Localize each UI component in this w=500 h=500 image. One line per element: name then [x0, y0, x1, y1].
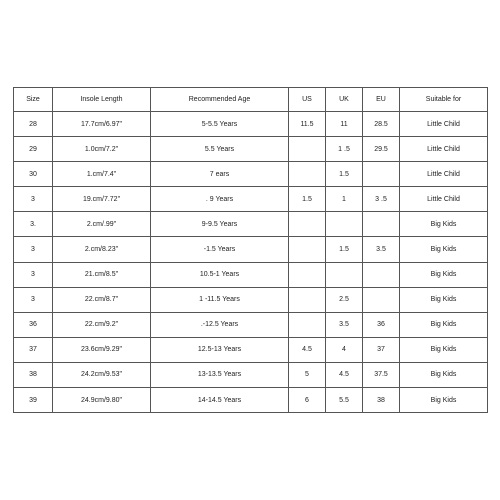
cell-us: 6 [289, 388, 326, 413]
table-row [14, 237, 488, 262]
cell-suitable-for: Little Child [400, 187, 488, 212]
cell-us: 1.5 [289, 187, 326, 212]
cell-size: 3 [14, 187, 53, 212]
cell-recommended-age: 9-9.5 Years [151, 212, 289, 237]
cell-us [289, 312, 326, 337]
cell-us [289, 237, 326, 262]
cell-size: 37 [14, 337, 53, 362]
cell-uk: 11 [326, 112, 363, 137]
cell-size: 3 [14, 287, 53, 312]
cell-size: 38 [14, 362, 53, 387]
header-size: Size [14, 88, 53, 112]
size-chart-table [13, 87, 488, 413]
cell-us: 4.5 [289, 337, 326, 362]
cell-recommended-age: 12.5-13 Years [151, 337, 289, 362]
cell-suitable-for: Big Kids [400, 312, 488, 337]
cell-eu [363, 162, 400, 187]
cell-recommended-age: 1 -11.5 Years [151, 287, 289, 312]
header-eu: EU [363, 88, 400, 112]
cell-suitable-for: Big Kids [400, 287, 488, 312]
cell-recommended-age: 7 ears [151, 162, 289, 187]
cell-us [289, 137, 326, 162]
cell-recommended-age: -1.5 Years [151, 237, 289, 262]
cell-uk: 1.5 [326, 162, 363, 187]
table-row [14, 112, 488, 137]
table-row [14, 388, 488, 413]
cell-insole-length: 22.cm/8.7" [53, 287, 151, 312]
cell-us [289, 287, 326, 312]
table-row [14, 187, 488, 212]
table-row [14, 337, 488, 362]
cell-eu: 3 .5 [363, 187, 400, 212]
cell-suitable-for: Little Child [400, 112, 488, 137]
table-row [14, 212, 488, 237]
cell-recommended-age: .-12.5 Years [151, 312, 289, 337]
cell-uk: 1 .5 [326, 137, 363, 162]
cell-suitable-for: Big Kids [400, 237, 488, 262]
cell-suitable-for: Little Child [400, 137, 488, 162]
cell-uk: 4.5 [326, 362, 363, 387]
cell-eu: 28.5 [363, 112, 400, 137]
cell-recommended-age: 10.5-1 Years [151, 262, 289, 287]
cell-eu: 36 [363, 312, 400, 337]
table-row [14, 137, 488, 162]
cell-us: 11.5 [289, 112, 326, 137]
cell-size: 3 [14, 237, 53, 262]
cell-insole-length: 22.cm/9.2" [53, 312, 151, 337]
cell-insole-length: 1.cm/7.4" [53, 162, 151, 187]
cell-uk [326, 212, 363, 237]
cell-suitable-for: Big Kids [400, 262, 488, 287]
table-row [14, 262, 488, 287]
cell-eu: 3.5 [363, 237, 400, 262]
cell-size: 29 [14, 137, 53, 162]
cell-suitable-for: Big Kids [400, 212, 488, 237]
cell-insole-length: 24.9cm/9.80" [53, 388, 151, 413]
cell-suitable-for: Little Child [400, 162, 488, 187]
cell-size: 39 [14, 388, 53, 413]
cell-size: 3. [14, 212, 53, 237]
cell-uk: 1 [326, 187, 363, 212]
table-row [14, 162, 488, 187]
cell-suitable-for: Big Kids [400, 337, 488, 362]
cell-suitable-for: Big Kids [400, 388, 488, 413]
cell-uk: 4 [326, 337, 363, 362]
cell-eu: 37 [363, 337, 400, 362]
cell-size: 28 [14, 112, 53, 137]
cell-insole-length: 17.7cm/6.97" [53, 112, 151, 137]
cell-eu [363, 212, 400, 237]
cell-us [289, 162, 326, 187]
size-chart-body [14, 112, 488, 413]
cell-insole-length: 24.2cm/9.53" [53, 362, 151, 387]
header-row [14, 88, 488, 112]
cell-eu: 29.5 [363, 137, 400, 162]
header-us: US [289, 88, 326, 112]
cell-uk: 3.5 [326, 312, 363, 337]
table-row [14, 362, 488, 387]
cell-insole-length: 2.cm/8.23" [53, 237, 151, 262]
cell-uk: 5.5 [326, 388, 363, 413]
cell-uk: 2.5 [326, 287, 363, 312]
header-recommended-age: Recommended Age [151, 88, 289, 112]
cell-recommended-age: 13-13.5 Years [151, 362, 289, 387]
cell-insole-length: 23.6cm/9.29" [53, 337, 151, 362]
cell-size: 30 [14, 162, 53, 187]
cell-recommended-age: 14-14.5 Years [151, 388, 289, 413]
cell-eu: 38 [363, 388, 400, 413]
cell-us [289, 262, 326, 287]
cell-recommended-age: 5-5.5 Years [151, 112, 289, 137]
cell-suitable-for: Big Kids [400, 362, 488, 387]
size-chart-header [14, 88, 488, 112]
table-row [14, 287, 488, 312]
cell-us: 5 [289, 362, 326, 387]
cell-insole-length: 2.cm/.99" [53, 212, 151, 237]
cell-uk [326, 262, 363, 287]
cell-size: 3 [14, 262, 53, 287]
cell-eu [363, 262, 400, 287]
header-suitable-for: Suitable for [400, 88, 488, 112]
cell-insole-length: 1.0cm/7.2" [53, 137, 151, 162]
cell-recommended-age: . 9 Years [151, 187, 289, 212]
cell-size: 36 [14, 312, 53, 337]
cell-uk: 1.5 [326, 237, 363, 262]
header-insole-length: Insole Length [53, 88, 151, 112]
cell-insole-length: 19.cm/7.72" [53, 187, 151, 212]
header-uk: UK [326, 88, 363, 112]
table-row [14, 312, 488, 337]
cell-eu [363, 287, 400, 312]
cell-us [289, 212, 326, 237]
cell-recommended-age: 5.5 Years [151, 137, 289, 162]
cell-insole-length: 21.cm/8.5" [53, 262, 151, 287]
cell-eu: 37.5 [363, 362, 400, 387]
